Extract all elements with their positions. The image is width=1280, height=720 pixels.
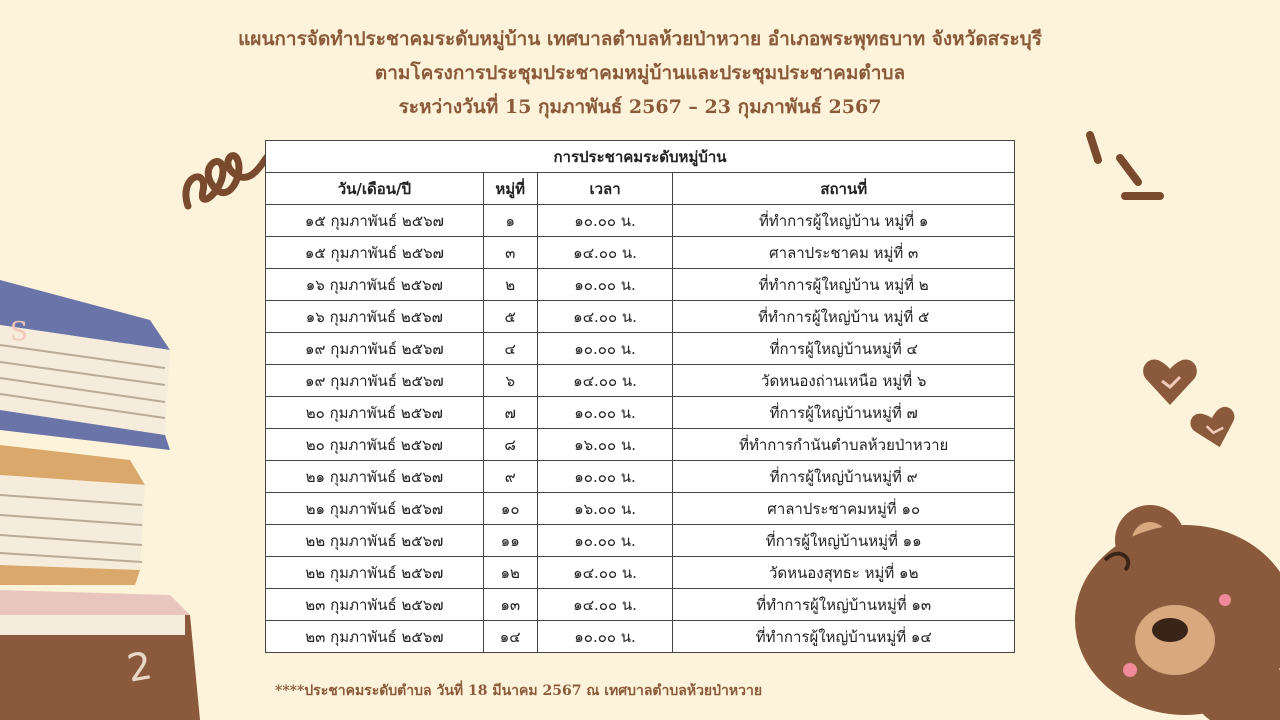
- title-line-1: แผนการจัดทำประชาคมระดับหมู่บ้าน เทศบาลตำบลห้วยป่าหวาย อำเภอพระพุทธบาท จังหวัดสระบุรี: [238, 28, 1042, 50]
- cell-moo: ๒: [483, 269, 537, 301]
- cell-place: ที่ทำการผู้ใหญ่บ้านหมู่ที่ ๑๓: [673, 589, 1015, 621]
- cell-time: ๑๐.๐๐ น.: [537, 269, 673, 301]
- table-row: [266, 205, 1015, 237]
- cell-place: ศาลาประชาคม หมู่ที่ ๓: [673, 237, 1015, 269]
- header-time: เวลา: [537, 173, 673, 205]
- cell-moo: ๑๒: [483, 557, 537, 589]
- cell-place: ที่ทำการกำนันตำบลห้วยป่าหวาย: [673, 429, 1015, 461]
- cell-time: ๑๔.๐๐ น.: [537, 589, 673, 621]
- cell-date: ๒๒ กุมภาพันธ์ ๒๕๖๗: [266, 525, 484, 557]
- cell-date: ๑๙ กุมภาพันธ์ ๒๕๖๗: [266, 333, 484, 365]
- cell-moo: ๓: [483, 237, 537, 269]
- cell-moo: ๑๔: [483, 621, 537, 653]
- cell-place: ที่ทำการผู้ใหญ่บ้าน หมู่ที่ ๑: [673, 205, 1015, 237]
- table-row: [266, 525, 1015, 557]
- cell-moo: ๑๐: [483, 493, 537, 525]
- book-spine-number: 2: [123, 643, 156, 691]
- cell-time: ๑๔.๐๐ น.: [537, 301, 673, 333]
- cell-moo: ๔: [483, 333, 537, 365]
- cell-moo: ๘: [483, 429, 537, 461]
- teddy-bear-icon: [1010, 470, 1280, 720]
- cell-time: ๑๐.๐๐ น.: [537, 333, 673, 365]
- cell-date: ๑๙ กุมภาพันธ์ ๒๕๖๗: [266, 365, 484, 397]
- table-row: [266, 589, 1015, 621]
- cell-date: ๒๑ กุมภาพันธ์ ๒๕๖๗: [266, 461, 484, 493]
- cell-date: ๑๖ กุมภาพันธ์ ๒๕๖๗: [266, 301, 484, 333]
- cell-time: ๑๖.๐๐ น.: [537, 493, 673, 525]
- cell-moo: ๕: [483, 301, 537, 333]
- cell-date: ๑๕ กุมภาพันธ์ ๒๕๖๗: [266, 237, 484, 269]
- header-place: สถานที่: [673, 173, 1015, 205]
- cell-time: ๑๐.๐๐ น.: [537, 397, 673, 429]
- cell-moo: ๑๑: [483, 525, 537, 557]
- table-row: [266, 365, 1015, 397]
- heart-icon: [1140, 355, 1200, 410]
- cell-time: ๑๖.๐๐ น.: [537, 429, 673, 461]
- footnote: ****ประชาคมระดับตำบล วันที่ 18 มีนาคม 2567 ณ เทศบาลตำบลห้วยป่าหวาย: [275, 683, 763, 699]
- cell-date: ๒๐ กุมภาพันธ์ ๒๕๖๗: [266, 397, 484, 429]
- cell-place: ที่การผู้ใหญ่บ้านหมู่ที่ ๑๑: [673, 525, 1015, 557]
- table-row: [266, 557, 1015, 589]
- schedule-body: [266, 205, 1015, 653]
- page-title: [0, 22, 1280, 124]
- cell-date: ๑๕ กุมภาพันธ์ ๒๕๖๗: [266, 205, 484, 237]
- title-line-2: ตามโครงการประชุมประชาคมหมู่บ้านและประชุมประชาคมตำบล: [374, 62, 906, 84]
- table-row: [266, 237, 1015, 269]
- table-row: [266, 397, 1015, 429]
- cell-place: ที่การผู้ใหญ่บ้านหมู่ที่ ๗: [673, 397, 1015, 429]
- heart-icon: [1190, 405, 1240, 453]
- cell-time: ๑๔.๐๐ น.: [537, 365, 673, 397]
- cell-date: ๒๐ กุมภาพันธ์ ๒๕๖๗: [266, 429, 484, 461]
- cell-time: ๑๐.๐๐ น.: [537, 621, 673, 653]
- cell-place: วัดหนองถ่านเหนือ หมู่ที่ ๖: [673, 365, 1015, 397]
- table-row: [266, 429, 1015, 461]
- cell-date: ๒๓ กุมภาพันธ์ ๒๕๖๗: [266, 589, 484, 621]
- cell-moo: ๖: [483, 365, 537, 397]
- cell-time: ๑๐.๐๐ น.: [537, 525, 673, 557]
- cell-time: ๑๐.๐๐ น.: [537, 461, 673, 493]
- header-date: วัน/เดือน/ปี: [266, 173, 484, 205]
- cell-place: ที่ทำการผู้ใหญ่บ้านหมู่ที่ ๑๔: [673, 621, 1015, 653]
- table-row: [266, 461, 1015, 493]
- svg-text:S: S: [10, 317, 28, 347]
- cell-moo: ๑: [483, 205, 537, 237]
- cell-date: ๒๒ กุมภาพันธ์ ๒๕๖๗: [266, 557, 484, 589]
- table-row: [266, 621, 1015, 653]
- table-row: [266, 333, 1015, 365]
- cell-moo: ๑๓: [483, 589, 537, 621]
- cell-place: วัดหนองสุทธะ หมู่ที่ ๑๒: [673, 557, 1015, 589]
- table-caption: การประชาคมระดับหมู่บ้าน: [266, 141, 1015, 173]
- cell-date: ๒๓ กุมภาพันธ์ ๒๕๖๗: [266, 621, 484, 653]
- cell-moo: ๙: [483, 461, 537, 493]
- cell-time: ๑๐.๐๐ น.: [537, 205, 673, 237]
- table-row: [266, 493, 1015, 525]
- schedule-table: [265, 140, 1015, 653]
- cell-place: ที่ทำการผู้ใหญ่บ้าน หมู่ที่ ๕: [673, 301, 1015, 333]
- squiggle-icon: [178, 136, 273, 216]
- sparkle-lines-icon: [1080, 120, 1180, 220]
- cell-date: ๒๑ กุมภาพันธ์ ๒๕๖๗: [266, 493, 484, 525]
- table-row: [266, 301, 1015, 333]
- cell-date: ๑๖ กุมภาพันธ์ ๒๕๖๗: [266, 269, 484, 301]
- header-moo: หมู่ที่: [483, 173, 537, 205]
- table-row: [266, 269, 1015, 301]
- cell-time: ๑๔.๐๐ น.: [537, 237, 673, 269]
- cell-time: ๑๔.๐๐ น.: [537, 557, 673, 589]
- cell-place: ที่การผู้ใหญ่บ้านหมู่ที่ ๙: [673, 461, 1015, 493]
- cell-moo: ๗: [483, 397, 537, 429]
- cell-place: ที่ทำการผู้ใหญ่บ้าน หมู่ที่ ๒: [673, 269, 1015, 301]
- stacked-books-icon: [0, 270, 210, 720]
- cell-place: ศาลาประชาคมหมู่ที่ ๑๐: [673, 493, 1015, 525]
- cell-place: ที่การผู้ใหญ่บ้านหมู่ที่ ๔: [673, 333, 1015, 365]
- title-line-3: ระหว่างวันที่ 15 กุมภาพันธ์ 2567 – 23 กุมภาพันธ์ 2567: [398, 96, 882, 118]
